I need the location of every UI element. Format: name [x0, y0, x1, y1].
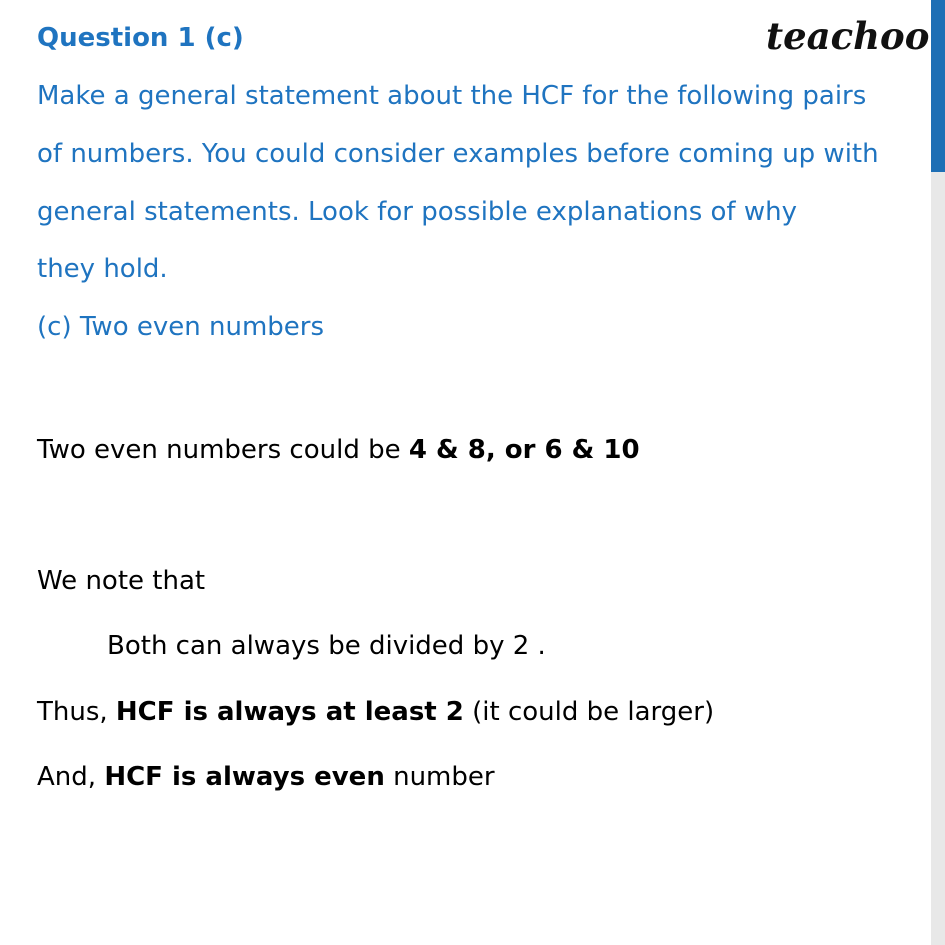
question-line-4: they hold.	[37, 254, 168, 284]
question-line-1: Make a general statement about the HCF for the following pairs	[37, 81, 867, 111]
answer-thus-suffix: (it could be larger)	[463, 697, 715, 727]
answer-and-suffix: number	[384, 762, 495, 792]
answer-thus-bold: HCF is always at least 2	[115, 697, 464, 727]
question-line-2: of numbers. You could consider examples before coming up with	[37, 139, 879, 169]
answer-thus	[37, 696, 714, 728]
answer-and	[37, 761, 495, 793]
answer-example-text: Two even numbers could be	[37, 435, 409, 465]
answer-note-detail: Both can always be divided by 2 .	[107, 631, 546, 661]
question-title: Question 1 (c)	[37, 23, 244, 53]
scrollbar-thumb[interactable]	[931, 0, 945, 172]
answer-example-bold: 4 & 8, or 6 & 10	[408, 435, 640, 465]
answer-and-bold: HCF is always even	[104, 762, 385, 792]
answer-note-intro: We note that	[37, 566, 206, 596]
answer-and-prefix: And,	[37, 762, 105, 792]
answer-example	[37, 434, 640, 466]
teachoo-logo: teachoo	[766, 14, 930, 58]
question-part-label: (c) Two even numbers	[37, 312, 325, 342]
question-line-3: general statements. Look for possible explanations of why	[37, 197, 797, 227]
answer-thus-prefix: Thus,	[37, 697, 116, 727]
